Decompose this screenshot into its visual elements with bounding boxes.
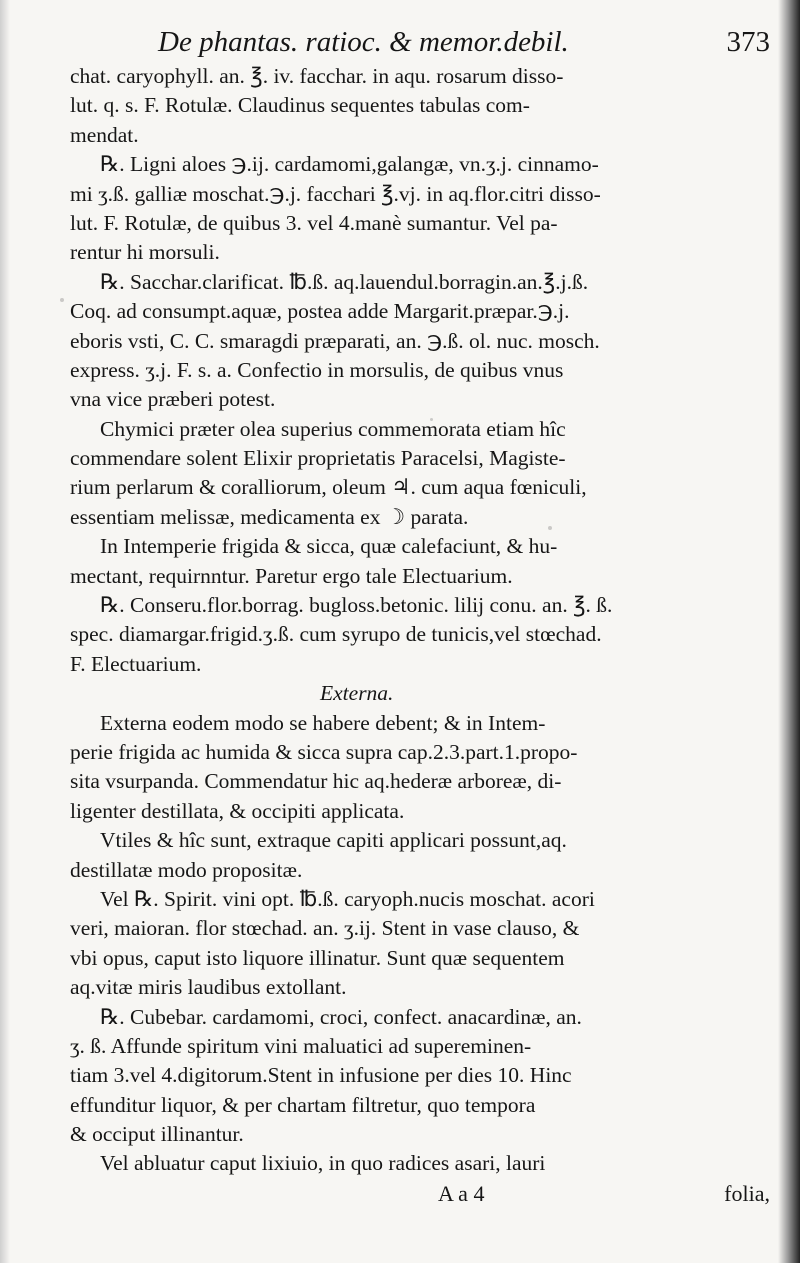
running-header xyxy=(158,22,770,62)
ink-speck xyxy=(60,298,64,302)
text-line: mendat. xyxy=(70,122,139,147)
section-heading: Externa. xyxy=(320,681,394,706)
page-edge-shadow xyxy=(778,0,800,1263)
paragraph-start-line: In Intemperie frigida & sicca, quæ calefaciunt, & hu- xyxy=(100,534,558,559)
text-line: spec. diamargar.frigid.ʒ.ß. cum syrupo de tunicis,vel stœchad. xyxy=(70,622,602,647)
page-text-block xyxy=(70,22,770,1209)
text-line: aq.vitæ miris laudibus extollant. xyxy=(70,975,347,1000)
paragraph-start-line: Vel abluatur caput lixiuio, in quo radices asari, lauri xyxy=(100,1151,546,1176)
text-line: lut. q. s. F. Rotulæ. Claudinus sequentes tabulas com- xyxy=(70,93,530,118)
text-line: lut. F. Rotulæ, de quibus 3. vel 4.manè sumantur. Vel pa- xyxy=(70,210,558,235)
text-line: eboris vsti, C. C. smaragdi præparati, an. ℈.ß. ol. nuc. mosch. xyxy=(70,328,600,353)
text-line: mectant, requirnntur. Paretur ergo tale Electuarium. xyxy=(70,563,513,588)
recipe-line: Vel ℞. Spirit. vini opt. ℔.ß. caryoph.nucis moschat. acori xyxy=(100,886,595,911)
signature-mark: A a 4 xyxy=(438,1180,485,1206)
recipe-line: ℞. Cubebar. cardamomi, croci, confect. anacardinæ, an. xyxy=(100,1004,582,1029)
text-line: mi ʒ.ß. galliæ moschat.℈.j. facchari ℥.vj. in aq.flor.citri disso- xyxy=(70,181,601,206)
text-line: vna vice præberi potest. xyxy=(70,387,276,412)
page-gutter-shadow xyxy=(0,0,10,1263)
text-line: F. Electuarium. xyxy=(70,651,202,676)
text-line: ligenter destillata, & occipiti applicata. xyxy=(70,798,405,823)
text-line: veri, maioran. flor stœchad. an. ʒ.ij. Stent in vase clauso, & xyxy=(70,916,580,941)
text-line: perie frigida ac humida & sicca supra cap.2.3.part.1.propo- xyxy=(70,739,578,764)
text-line: rentur hi morsuli. xyxy=(70,240,220,265)
running-title: De phantas. ratioc. & memor.debil. xyxy=(158,26,569,58)
text-line: rium perlarum & coralliorum, oleum ♃. cum aqua fœniculi, xyxy=(70,475,587,500)
recipe-line: ℞. Sacchar.clarificat. ℔.ß. aq.lauendul.borragin.an.℥.j.ß. xyxy=(100,269,589,294)
recipe-line: ℞. Ligni aloes ℈.ij. cardamomi,galangæ, vn.ʒ.j. cinnamo- xyxy=(100,152,599,177)
paragraph-start-line: Chymici præter olea superius commemorata etiam hîc xyxy=(100,416,566,441)
text-line: essentiam melissæ, medicamenta ex ☽ parata. xyxy=(70,504,469,529)
text-line: express. ʒ.j. F. s. a. Confectio in morsulis, de quibus vnus xyxy=(70,357,564,382)
text-line: & occiput illinantur. xyxy=(70,1122,244,1147)
catchword: folia, xyxy=(724,1180,770,1206)
ink-speck xyxy=(430,418,433,421)
text-line: vbi opus, caput isto liquore illinatur. Sunt quæ sequentem xyxy=(70,945,565,970)
text-line: tiam 3.vel 4.digitorum.Stent in infusione per dies 10. Hinc xyxy=(70,1063,572,1088)
text-line: sita vsurpanda. Commendatur hic aq.hederæ arboreæ, di- xyxy=(70,769,562,794)
text-line: commendare solent Elixir proprietatis Paracelsi, Magiste- xyxy=(70,446,566,471)
text-line: ʒ. ß. Affunde spiritum vini maluatici ad supereminen- xyxy=(70,1033,532,1058)
page-footer xyxy=(70,1179,770,1209)
text-line: destillatæ modo propositæ. xyxy=(70,857,303,882)
text-line: chat. caryophyll. an. ℥. iv. facchar. in aqu. rosarum disso- xyxy=(70,64,564,88)
ink-speck xyxy=(548,526,552,530)
page-number: 373 xyxy=(726,26,770,58)
paragraph-start-line: Vtiles & hîc sunt, extraque capiti applicari possunt,aq. xyxy=(100,828,567,853)
recipe-line: ℞. Conseru.flor.borrag. bugloss.betonic. lilij conu. an. ℥. ß. xyxy=(100,593,613,618)
text-line: effunditur liquor, & per chartam filtretur, quo tempora xyxy=(70,1092,536,1117)
text-line: Coq. ad consumpt.aquæ, postea adde Margarit.præpar.℈.j. xyxy=(70,299,570,324)
paragraph-start-line: Externa eodem modo se habere debent; & in Intem- xyxy=(100,710,546,735)
